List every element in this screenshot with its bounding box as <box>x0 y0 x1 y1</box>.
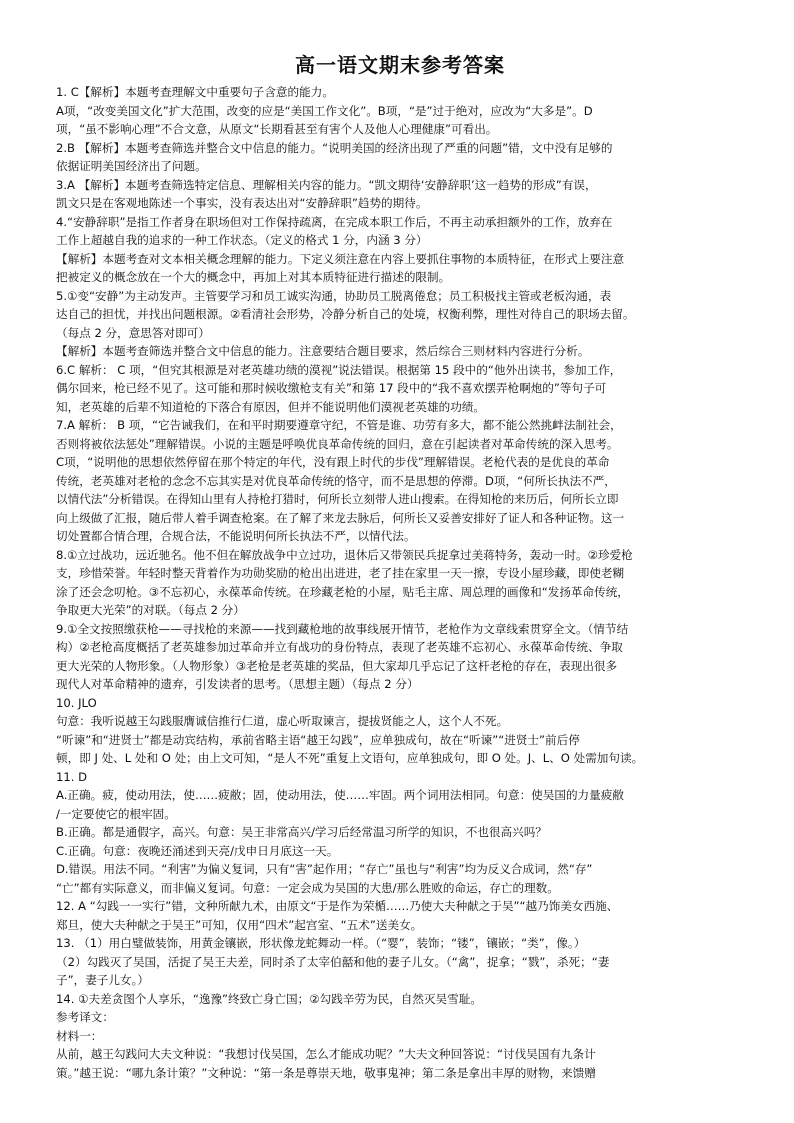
text-line: /一定要使它的根牢固。 <box>56 806 176 821</box>
text-line: 现代人对革命精神的遗弃，引发读者的思考。（思想主题）（每点 2 分） <box>56 677 419 691</box>
text-line: 12. A “勾践一一实行”错，文种所献九术，由原文“于是作为荣楯……乃使大夫种献之于吴”“越乃饰美女西施、 <box>56 899 619 913</box>
text-line: （每点 2 分，意思答对即可） <box>56 325 210 340</box>
text-line: 依据证明美国经济出了问题。 <box>56 159 207 173</box>
text-line: 构）②老枪高度概括了老英雄参加过革命并立有战功的身份特点，表现了老英雄不忘初心、永葆革命传统、争取 <box>56 640 623 654</box>
text-line: B.正确。都是通假字，高兴。句意：吴王非常高兴/学习后经常温习所学的知识，不也很高兴吗？ <box>56 825 547 839</box>
text-line: 9.①全文按照缴获枪——寻找枪的来源——找到藏枪地的故事线展开情节，老枪作为文章线索贯穿全文。（情节结 <box>56 621 629 636</box>
text-line: 以情代法”分析错误。在得知山里有人持枪打猎时，何所长立刻带人进山搜索。在得知枪的来历后，何所长立即 <box>56 492 619 506</box>
text-line: 郑旦，使大夫种献之于吴王”可知，仅用“四术”起宫室、“五术”送美女。 <box>56 917 423 932</box>
text-line: 偶尔回来，枪已经不见了。这可能和那时候收缴枪支有关”和第 17 段中的“我不喜欢摆弄枪啊炮的”等句子可 <box>56 381 607 395</box>
text-line: “亡”都有实际意义，而非偏义复词。句意：一定会成为吴国的大患/那么胜败的命运，存亡的理数。 <box>56 880 559 895</box>
text-line: 从前，越王勾践问大夫文种说：“我想讨伐吴国，怎么才能成功呢？”大夫文种回答说：“讨伐吴国有九条计 <box>56 1047 596 1061</box>
text-line: 1. C【解析】本题考查理解文中重要句子含意的能力。 <box>56 85 334 99</box>
text-line: 【解析】本题考查筛选并整合文中信息的能力。注意要结合题目要求，然后综合三则材料内容进行分析。 <box>56 344 590 358</box>
text-line: 7.A 解析： B 项，“它告诫我们，在和平时期要遵章守纪，不管是谁、功劳有多大，都不能公然挑衅法制社会， <box>56 418 622 432</box>
text-line: C.正确。句意：夜晚还涌述到天亮/戊申日月底这一天。 <box>56 843 339 858</box>
text-line: 策。”越王说：“哪九条计策？”文种说：“第一条是尊崇天地，敬事鬼神；第二条是拿出丰厚的财物，来馈赠 <box>56 1065 596 1080</box>
text-line: 切处置都合情合理，合规合法，不能说明何所长执法不严，以情代法。 <box>56 529 416 543</box>
text-line: 传统，老英雄对老枪的念念不忘其实是对优良革命传统的恪守，而不是思想的停滞。D项，“何所长执法不严， <box>56 473 616 488</box>
text-line: 更大光荣的人物形象。（人物形象）③老枪是老英雄的奖品，但大家却几乎忘记了这杆老枪的存在，表现出很多 <box>56 658 618 673</box>
text-line: 项，“虽不影响心理”不合文意，从原文“长期看甚至有害个人及他人心理健康”可看出。 <box>56 122 498 136</box>
text-line: 支，珍惜荣誉。年轻时整天背着作为功勋奖励的枪出出进进，老了挂在家里一天一擦，专设小屋珍藏，即使老糊 <box>56 566 625 580</box>
text-line: 知，老英雄的后辈不知道枪的下落合有原因，但并不能说明他们漠视老英雄的功绩。 <box>56 399 485 414</box>
text-line: 6.C 解析： C 项，“但究其根源是对老英雄功绩的漠视”说法错误。根据第 15 段中的“他外出读书，参加工作， <box>56 362 622 377</box>
text-line: 向上级做了汇报，随后带人着手调查枪案。在了解了来龙去脉后，何所长又妥善安排好了证人和各种证物。这一 <box>56 510 625 525</box>
text-line: 【解析】本题考查对文本相关概念理解的能力。下定义须注意在内容上要抓住事物的本质特征，在形式上要注意 <box>56 251 625 266</box>
text-line: 达自己的担忧，并找出问题根源。②看清社会形势，冷静分析自己的处境，权衡利弊，理性对待自己的职场去留。 <box>56 307 635 321</box>
text-line: D.错误。用法不同。“利害”为偏义复词，只有“害”起作用；“存亡”虽也与“利害”均为反义合成词，然“存” <box>56 862 593 876</box>
text-line: （2）勾践灭了吴国，活捉了吴王夫差，同时杀了太宰伯嚭和他的妻子儿女。（“禽”，捉拿；“戮”，杀死；“妻 <box>56 954 610 969</box>
text-line: A项，“改变美国文化”扩大范围，改变的应是“美国工作文化”。B项，“是”过于绝对，应改为“大多是”。D <box>56 103 593 118</box>
text-line: A.正确。疲，使动用法，使……疲敝；固，使动用法，使……牢固。两个词用法相同。句意：使吴国的力量疲敝 <box>56 788 624 802</box>
document-body <box>56 83 744 1082</box>
text-line: 4.“安静辞职”是指工作者身在职场但对工作保持疏离，在完成本职工作后，不再主动承担额外的工作，放弃在 <box>56 214 613 229</box>
document-title: 高一语文期末参考答案 <box>295 53 505 77</box>
text-line: 把被定义的概念放在一个大的概念中，再加上对其本质特征进行描述的限制。 <box>56 270 451 284</box>
text-line: C项，“说明他的思想依然停留在那个特定的年代，没有跟上时代的步伐”理解错误。老枪代表的是优良的革命 <box>56 455 610 469</box>
text-line: 参考译文： <box>56 1010 114 1024</box>
text-line: 顿，即 J 处、L 处和 O 处；由上文可知，“是人不死”重复上文语句，应单独成句，即 O 处。J、L、O 处需加句读。 <box>56 751 644 765</box>
text-line: 子”，妻子儿女。） <box>56 973 149 987</box>
text-line: 2.B 【解析】本题考查筛选并整合文中信息的能力。“说明美国的经济出现了严重的问题”错，文中没有足够的 <box>56 140 613 155</box>
text-line: 涂了还会念叨枪。③不忘初心，永葆革命传统。在珍藏老枪的小屋，贴毛主席、周总理的画像和“发扬革命传统， <box>56 584 629 599</box>
text-line: 14. ①夫差贪图个人享乐，“逸豫”终致亡身亡国；②勾践辛劳为民，自然灭吴雪耻。 <box>56 991 482 1006</box>
text-line: 否则将被依法惩处”理解错误。小说的主题是呼唤优良革命传统的回归，意在引起读者对革命传统的深入思考。 <box>56 436 619 451</box>
text-line: 3.A 【解析】本题考查筛选特定信息、理解相关内容的能力。“凯文期待‘安静辞职’这一趋势的形成”有误， <box>56 177 597 192</box>
text-line: 句意：我听说越王勾践服膺诚信推行仁道，虚心听取谏言，提拔贤能之人，这个人不死。 <box>56 714 509 728</box>
text-line: “听谏”和“进贤士”都是动宾结构，承前省略主语“越王勾践”，应单独成句，故在“听谏”“进贤士”前后停 <box>56 732 580 747</box>
text-line: 争取更大光荣”的对联。（每点 2 分） <box>56 603 245 617</box>
text-line: 8.①立过战功，远近驰名。他不但在解放战争中立过功，退休后又带领民兵捉拿过美蒋特务，轰动一时。②珍爱枪 <box>56 547 633 562</box>
text-line: 5.①变“安静”为主动发声。主管要学习和员工诚实沟通，协助员工脱离倦怠；员工积极找主管或老板沟通，表 <box>56 288 612 303</box>
text-line: 13. （1）用白璧做装饰，用黄金镶嵌，形状像龙蛇舞动一样。（“婴”，装饰；“镂”，镶嵌；“类”，像。） <box>56 936 586 950</box>
text-line: 材料一： <box>56 1028 103 1043</box>
text-line: 10. JLO <box>56 695 97 710</box>
text-line: 凯文只是在客观地陈述一个事实，没有表达出对“安静辞职”趋势的期待。 <box>56 196 428 210</box>
text-line: 工作上超越自我的追求的一种工作状态。（定义的格式 1 分，内涵 3 分） <box>56 233 428 247</box>
text-line: 11. D <box>56 769 88 784</box>
